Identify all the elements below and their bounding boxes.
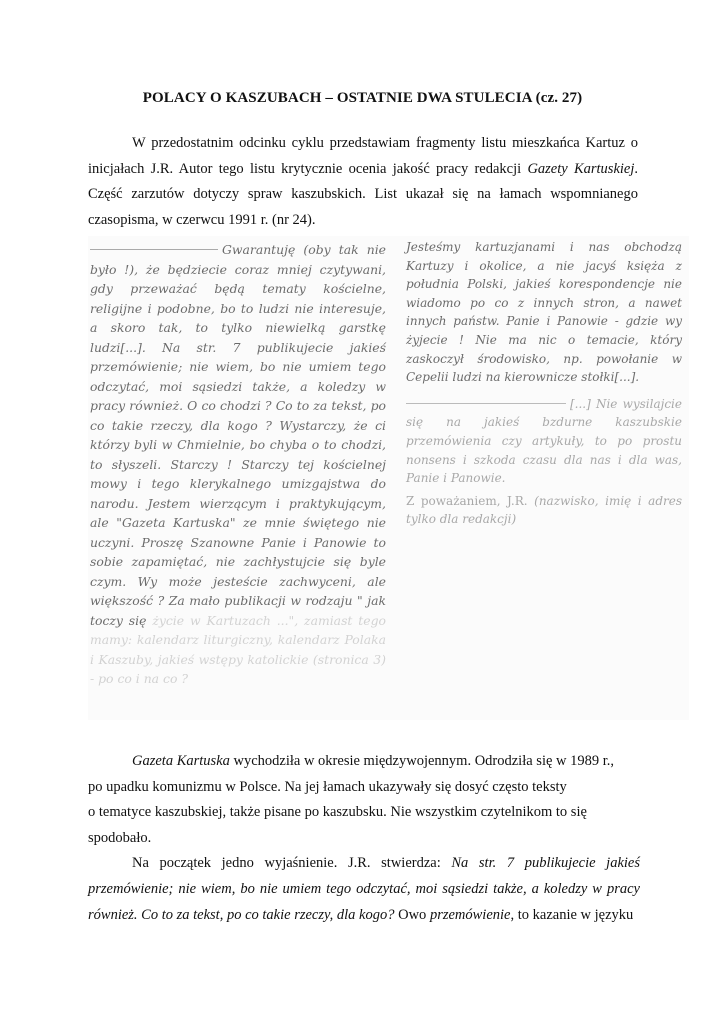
commentary-p2-owo: Owo xyxy=(394,906,430,923)
column-rule xyxy=(406,403,566,404)
newspaper-name: Gazeta Kartuska xyxy=(132,753,230,769)
letter-right-column xyxy=(406,238,682,529)
intro-text-2: . Część zarzutów dotyczy spraw kaszubskich. List ukazał się na łamach wspomnianego czasopisma, w czerwcu 1991 r. (nr 24). xyxy=(88,160,638,228)
commentary-line-3: o tematyce kaszubskiej, także pisane po kaszubsku. Nie wszystkim czytelnikom to się xyxy=(88,804,587,821)
column-rule xyxy=(90,249,218,250)
quoted-fragment: Na str. 7 publikujecie jakieś przemówienie; nie wiem, bo nie umiem tego odczytać, moi sąsiedzi także, a koledzy w pracy również. Co to za tekst, po co takie rzeczy, dla kogo? xyxy=(88,855,640,923)
letter-left-faded-text: życie w Kartuzach ...", zamiast tego mamy: kalendarz liturgiczny, kalendarz Polaka i Kaszuby, jakieś wstępy katolickie (stronica 3) - po co i na co ? xyxy=(90,612,386,686)
letter-signature: Z poważaniem, J.R. xyxy=(406,493,528,508)
letter-signature-note: (nazwisko, imię i adres tylko dla redakcji) xyxy=(406,493,682,527)
intro-text-1: W przedostatnim odcinku cyklu przedstawiam fragmenty listu mieszkańca Kartuz o inicjałach J.R. Autor tego listu krytycznie ocenia jakość pracy redakcji xyxy=(88,135,638,177)
intro-paragraph xyxy=(88,131,638,233)
commentary-line-2: po upadku komunizmu w Polsce. Na jej łamach ukazywały się dosyć często teksty xyxy=(88,778,567,795)
commentary-p2-text: Na początek jedno wyjaśnienie. J.R. stwierdza: xyxy=(132,855,452,872)
letter-right-paragraph-2: [...] Nie wysilajcie się na jakieś bzdurne kaszubskie przemówienia czy artykuły, to po prostu nonsens i szkoda czasu dla nas i dla was, Panie i Panowie. xyxy=(406,396,682,486)
letter-left-column xyxy=(90,240,386,689)
commentary-line-4: spodobało. xyxy=(88,829,152,846)
scanned-letter-image xyxy=(88,236,689,720)
newspaper-name: Gazety Kartuskiej xyxy=(527,160,635,177)
quoted-word: przemówienie xyxy=(429,906,511,923)
commentary-line-1: wychodziła w okresie międzywojennym. Odrodziła się w 1989 r., xyxy=(229,753,615,769)
letter-left-text: Gwarantuję (oby tak nie było !), że będziecie coraz mniej czytywani, gdy przeważać będą tematy kościelne, religijne i podobne, bo to ludzi nie interesuje, a skoro tak, to tylko niewielką garstkę ludzi[...]. Na str. 7 publikujecie jakieś przemówienie; nie wiem, bo nie umiem tego odczytać, moi sąsiedzi także, a koledzy w pracy również. O co chodzi ? Co to za tekst, po co takie rzeczy, dla kogo ? Wystarczy, że ci którzy byli w Chmielnie, bo chyba o to chodzi, to słyszeli. Starczy ! Starczy tej kościelnej mowy i tego klerykalnego umizgajstwa do narodu. Jestem wierzącym i praktykującym, ale "Gazeta Kartuska" ze mnie świętego nie uczyni. Proszę Szanowne Panie i Panowie to sobie zapamiętać, nie zachłystujcie się byle czym. Wy może jesteście zachwyceni, ale większość ? Za mało publikacji w rodzaju " jak toczy się xyxy=(90,242,386,628)
letter-right-paragraph-1: Jesteśmy kartuzjanami i nas obchodzą Kartuzy i okolice, a nie jacyś księża z południa Polski, jakieś korespondencje nie wiadomo po co z innych stron, a nawet innych państw. Panie i Panowie - gdzie wy żyjecie ! Nie ma nic o temacie, który zaskoczył środowisko, np. powołanie w Cepelii ludzi na kierownicze stołki[...]. xyxy=(406,240,682,385)
page-title: POLACY O KASZUBACH – OSTATNIE DWA STULECIA (cz. 27) xyxy=(142,90,583,106)
commentary xyxy=(88,749,640,928)
commentary-p2-end: , to kazanie w języku xyxy=(510,906,634,923)
